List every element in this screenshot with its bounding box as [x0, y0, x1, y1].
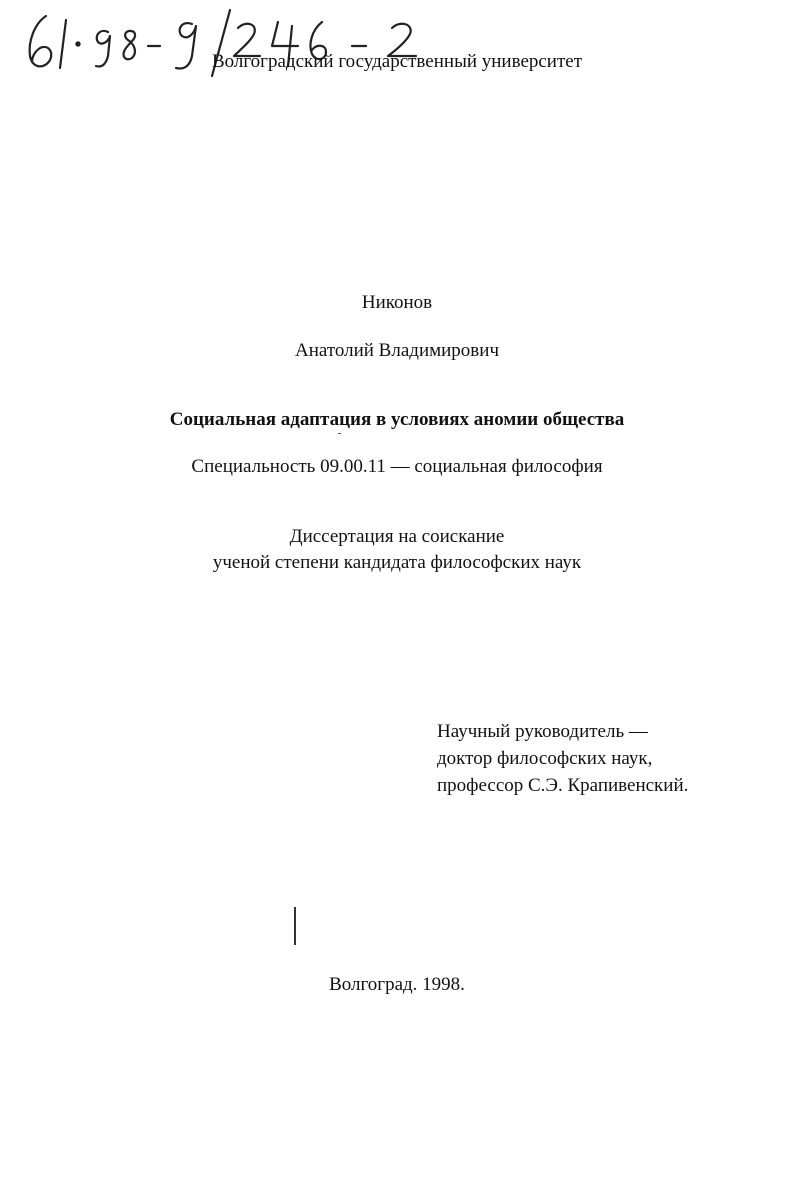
degree-line-2: ученой степени кандидата философских наук [212, 552, 582, 573]
advisor-line-1: Научный руководитель — [437, 721, 648, 742]
scan-margin-mark [294, 907, 296, 945]
city-year: Волгоград. 1998. [329, 974, 465, 995]
advisor-line-3: профессор С.Э. Крапивенский. [437, 775, 689, 796]
scientific-advisor [437, 718, 688, 799]
scan-speck [338, 433, 341, 434]
advisor-line-2: доктор философских наук, [437, 748, 653, 769]
author-surname: Никонов [361, 292, 433, 313]
specialty: Специальность 09.00.11 — социальная философия [191, 456, 603, 477]
degree-line-1: Диссертация на соискание [289, 526, 505, 547]
author-given-names: Анатолий Владимирович [294, 340, 499, 361]
dissertation-title: Социальная адаптация в условиях аномии общества [169, 409, 625, 430]
university-name: Волгоградский государственный университет [211, 51, 583, 72]
